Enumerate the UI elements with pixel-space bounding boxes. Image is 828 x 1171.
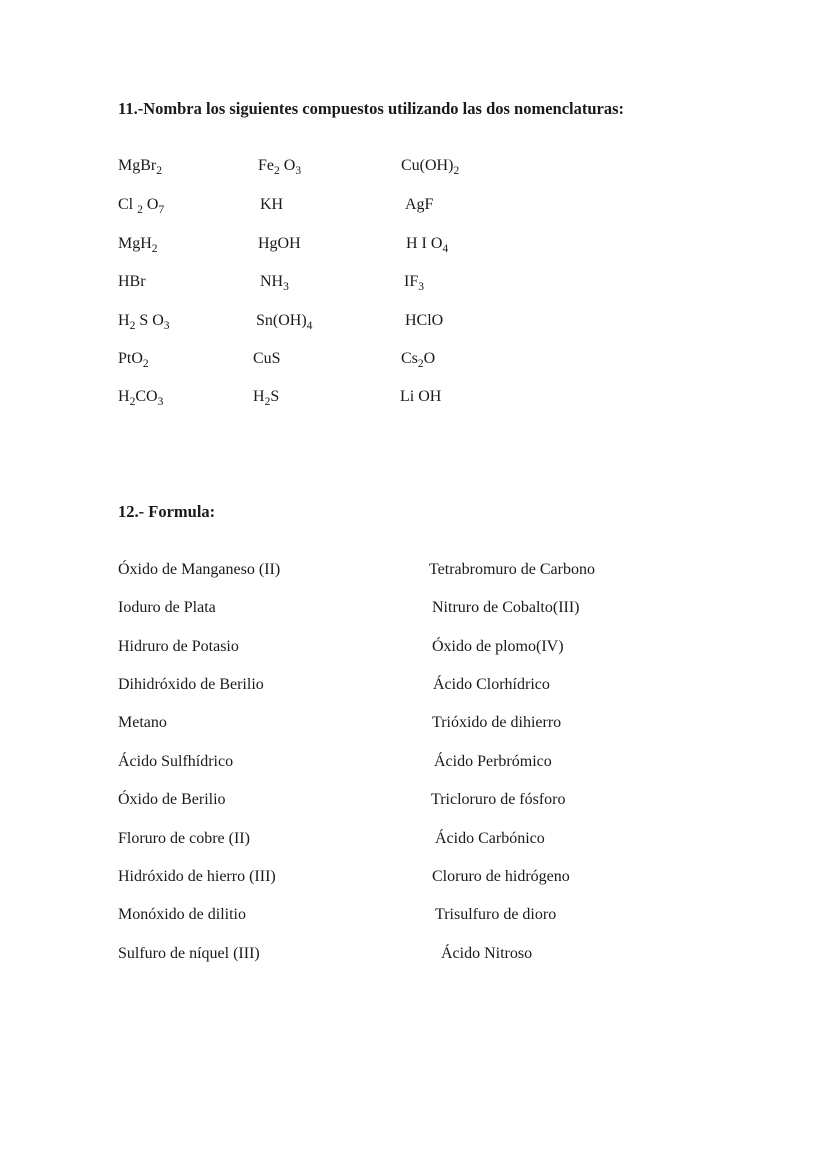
formula-cell [401, 349, 435, 370]
formula-subscript: 2 [274, 164, 280, 177]
formula-text: O [279, 157, 296, 174]
formula-subscript: 2 [151, 242, 158, 255]
formula-cell [118, 311, 170, 332]
compound-name-left: Sulfuro de níquel (III) [118, 945, 260, 962]
compound-name-right: Trisulfuro de dioro [435, 906, 557, 923]
formula-subscript: 2 [417, 357, 424, 370]
formula-cell [258, 234, 301, 254]
formula-subscript: 4 [442, 242, 449, 255]
compound-name-left: Hidróxido de hierro (III) [118, 868, 276, 885]
formula-cell [118, 234, 158, 255]
formula-text: CO [135, 388, 158, 405]
formula-cell [258, 156, 301, 177]
formula-text: NH [260, 273, 284, 290]
formula-text: H I O [406, 235, 443, 252]
formula-cell [405, 195, 433, 215]
formula-cell [253, 387, 279, 408]
compound-name-right: Tricloruro de fósforo [431, 791, 566, 808]
compound-name-left: Ioduro de Plata [118, 599, 216, 616]
formula-cell [118, 272, 146, 292]
formula-text: KH [260, 196, 284, 213]
compound-name-left: Hidruro de Potasio [118, 638, 239, 655]
compound-name-left: Óxido de Manganeso (II) [118, 561, 281, 578]
formula-text: HgOH [258, 235, 301, 252]
formula-subscript: 2 [156, 164, 162, 177]
formula-text: AgF [405, 196, 434, 213]
formula-text: HClO [405, 312, 444, 329]
formula-subscript: 7 [158, 203, 165, 216]
formula-text: O [423, 350, 436, 367]
compound-name-right: Ácido Carbónico [435, 830, 545, 847]
compound-name-right: Ácido Nitroso [441, 945, 533, 962]
formula-cell [118, 156, 162, 177]
formula-text: MgBr [118, 157, 157, 174]
compound-name-right: Óxido de plomo(IV) [432, 638, 564, 655]
compound-name-left: Dihidróxido de Berilio [118, 676, 264, 693]
formula-text: Sn(OH) [256, 312, 307, 329]
formula-subscript: 2 [264, 395, 271, 408]
formula-text: MgH [118, 235, 152, 252]
formula-cell [401, 156, 459, 177]
compound-name-right: Ácido Perbrómico [434, 753, 552, 770]
formula-text: H [253, 388, 265, 405]
formula-subscript: 2 [142, 357, 149, 370]
compound-name-left: Ácido Sulfhídrico [118, 753, 234, 770]
formula-text: S O [135, 312, 164, 329]
compound-name-right: Tetrabromuro de Carbono [429, 561, 595, 578]
formula-text: H [118, 312, 130, 329]
formula-text: Cu(OH) [401, 157, 454, 174]
formula-text: Cs [401, 350, 418, 367]
formula-subscript: 3 [157, 395, 164, 408]
compound-name-right: Cloruro de hidrógeno [432, 868, 570, 885]
formula-text: Fe [258, 157, 274, 174]
formula-cell [405, 311, 443, 331]
formula-text: Li OH [400, 388, 442, 405]
exercise-12-heading: 12.- Formula: [118, 502, 216, 521]
compound-name-left: Metano [118, 714, 167, 731]
formula-text: PtO [118, 350, 143, 367]
formula-subscript: 3 [418, 280, 424, 293]
formula-subscript: 3 [163, 319, 170, 332]
formula-subscript: 2 [129, 395, 136, 408]
formula-cell [118, 349, 149, 370]
formula-subscript: 3 [283, 280, 289, 293]
formula-text: Cl [118, 196, 138, 213]
formula-text: HBr [118, 273, 146, 290]
formula-cell [406, 234, 448, 255]
exercise-11-heading: 11.-Nombra los siguientes compuestos utilizando las dos nomenclaturas: [118, 99, 625, 118]
compound-name-left: Floruro de cobre (II) [118, 830, 250, 847]
formula-text: S [270, 388, 280, 405]
formula-cell [260, 195, 283, 215]
formula-cell [400, 387, 441, 407]
formula-subscript: 2 [129, 319, 136, 332]
formula-text: H [118, 388, 130, 405]
formula-text: CuS [253, 350, 281, 367]
formula-subscript: 3 [295, 164, 302, 177]
compound-name-right: Nitruro de Cobalto(III) [432, 599, 580, 616]
formula-cell [118, 195, 164, 216]
formula-cell [260, 272, 289, 293]
formula-subscript: 2 [137, 203, 143, 216]
compound-name-left: Monóxido de dilitio [118, 906, 246, 923]
formula-text: IF [404, 273, 419, 290]
formula-cell [404, 272, 424, 293]
compound-name-left: Óxido de Berilio [118, 791, 226, 808]
formula-cell [253, 349, 281, 369]
compound-name-right: Ácido Clorhídrico [433, 676, 550, 693]
formula-text: O [142, 196, 159, 213]
compound-name-right: Trióxido de dihierro [432, 714, 562, 731]
formula-subscript: 4 [306, 319, 313, 332]
formula-cell [118, 387, 163, 408]
formula-subscript: 2 [453, 164, 460, 177]
formula-cell [256, 311, 312, 332]
